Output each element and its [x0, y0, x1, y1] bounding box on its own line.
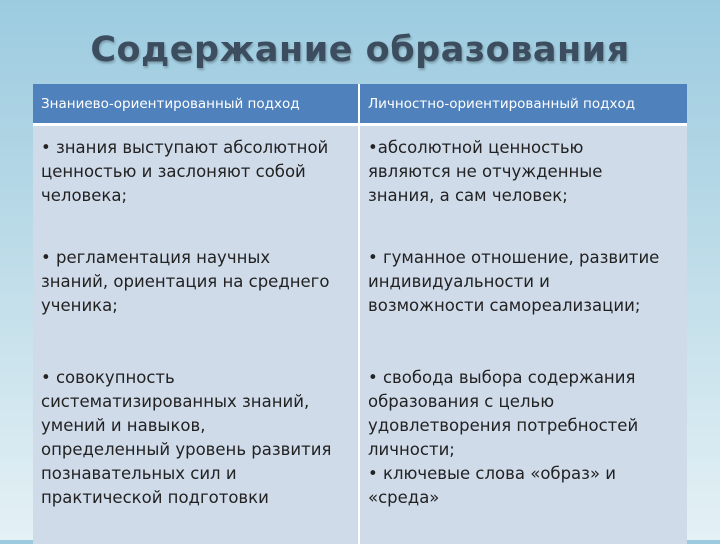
comparison-table [33, 84, 687, 544]
left-item-3: • совокупность систематизированных знаний, умений и навыков, определенный уровень развития познавательных сил и практической подготовки [41, 368, 332, 507]
header-knowledge-approach: Знаниево-ориентированный подход [33, 84, 360, 126]
table-body-row [33, 126, 687, 544]
right-item-2: • гуманное отношение, развитие индивидуальности и возможности самореализации; [368, 248, 660, 315]
table-header-row [33, 84, 687, 126]
right-item-1: •абсолютной ценностью являются не отчужденные знания, а сам человек; [368, 138, 603, 205]
page-title: Содержание образования [90, 30, 630, 70]
left-item-1: • знания выступают абсолютной ценностью и заслоняют собой человека; [41, 138, 329, 205]
header-personal-approach: Личностно-ориентированный подход [360, 84, 687, 126]
left-column [33, 126, 360, 544]
right-column [360, 126, 687, 544]
right-item-3: • свобода выбора содержания образования с целью удовлетворения потребностей личности; • ключевые слова «образ» и «среда» [368, 368, 639, 507]
left-item-2: • регламентация научных знаний, ориентация на среднего ученика; [41, 248, 330, 315]
